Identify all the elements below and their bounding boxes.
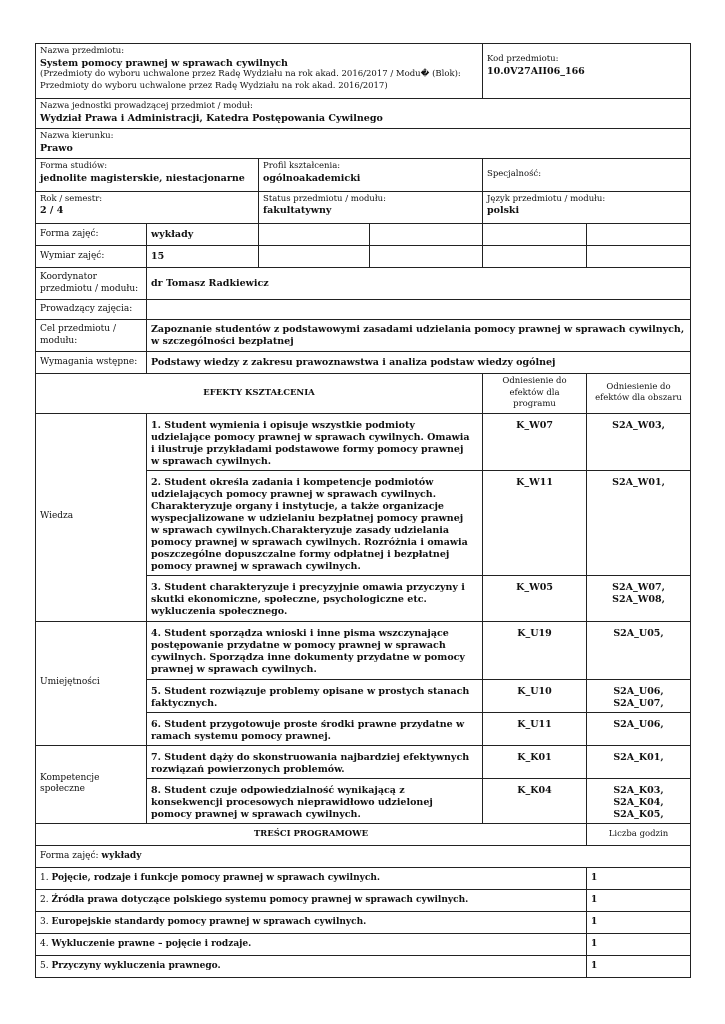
course-header-table: [35, 43, 691, 159]
classes-label: Forma zajęć:: [36, 224, 147, 246]
effects-col-area: Odniesienie do efektów dla obszaru: [587, 374, 691, 413]
effects-table: [35, 374, 691, 824]
goal-value: Zapoznanie studentów z podstawowymi zasadami udzielania pomocy prawnej w sprawach cywilnych, w szczególności bezpłatnej: [147, 320, 691, 352]
goal-label: Cel przedmiotu / modułu:: [36, 320, 147, 352]
effect-program-code: K_K01: [483, 745, 587, 778]
unit-cell: [36, 99, 691, 129]
topic-number: 3.: [40, 916, 49, 927]
year-value: 2 / 4: [40, 205, 64, 216]
effects-col-program: Odniesienie do efektów dla programu: [483, 374, 587, 413]
status-label: Status przedmiotu / modułu:: [263, 193, 386, 204]
topic-row: [36, 934, 691, 956]
effect-program-code: K_W05: [483, 575, 587, 621]
study-info-table: [35, 159, 691, 224]
effect-row: [36, 745, 691, 778]
profile-label: Profil kształcenia:: [263, 161, 341, 171]
hours-empty-3: [483, 246, 587, 268]
effect-text: 2. Student określa zadania i kompetencje podmiotów udzielających pomocy prawnej w sprawach cywilnych. Charakteryzuje organy i instytucje, a także organizacje wyspecjalizowane w udzielaniu bezpłatnej pomocy prawnej w sprawach cywilnych.Charakteryzuje zasady udzielania pomocy prawnej w sprawach cywilnych. Rozróżnia i omawia poszczególne dopuszczalne formy odpłatnej i bezpłatnej pomocy prawnej w sprawach cywilnych.: [147, 470, 483, 575]
effect-program-code: K_U11: [483, 712, 587, 745]
coord-label: Koordynator przedmiotu / modułu:: [36, 268, 147, 300]
effect-group-name: Kompetencje społeczne: [36, 745, 147, 823]
topic-cell: [36, 868, 587, 890]
effect-text: 8. Student czuje odpowiedzialność wynikającą z konsekwencji procesowych nieprawidłowo udzielonej pomocy prawnej w sprawach cywilnych.: [147, 778, 483, 823]
effect-area-code: S2A_W01,: [587, 470, 691, 575]
topic-row: [36, 890, 691, 912]
content-hours-col: Liczba godzin: [587, 824, 691, 846]
classes-empty-2: [370, 224, 483, 246]
topic-hours: 1: [587, 868, 691, 890]
effect-text: 4. Student sporządza wnioski i inne pisma wszczynające postępowanie przydatne w pomocy prawnej w sprawach cywilnych. Sporządza inne dokumenty przydatne w pomocy prawnej w sprawach cywilnych.: [147, 621, 483, 679]
classes-empty-1: [259, 224, 370, 246]
form-cell: [36, 159, 259, 191]
effect-area-code: S2A_U06,: [587, 712, 691, 745]
lang-value: polski: [487, 205, 520, 216]
topic-text: Europejskie standardy pomocy prawnej w sprawach cywilnych.: [51, 916, 367, 927]
status-cell: [259, 191, 483, 223]
coord-value: dr Tomasz Radkiewicz: [147, 268, 691, 300]
effect-program-code: K_K04: [483, 778, 587, 823]
classes-empty-3: [483, 224, 587, 246]
code-label: Kod przedmiotu:: [487, 54, 559, 64]
effect-area-code: S2A_K01,: [587, 745, 691, 778]
topic-cell: [36, 890, 587, 912]
effect-area-code: S2A_U06, S2A_U07,: [587, 679, 691, 712]
subject-cell: [36, 44, 483, 99]
spec-label: Specjalność:: [487, 169, 542, 179]
content-form-value: wykłady: [101, 850, 142, 861]
effect-area-code: S2A_K03, S2A_K04, S2A_K05,: [587, 778, 691, 823]
profile-cell: [259, 159, 483, 191]
effect-text: 1. Student wymienia i opisuje wszystkie podmioty udzielające pomocy prawnej w sprawach cywilnych. Omawia i ilustruje przykładami podstawowe formy pomocy prawnej w sprawach cywilnych.: [147, 413, 483, 470]
effect-program-code: K_U10: [483, 679, 587, 712]
effect-text: 5. Student rozwiązuje problemy opisane w prostych stanach faktycznych.: [147, 679, 483, 712]
topic-hours: 1: [587, 956, 691, 978]
effect-text: 3. Student charakteryzuje i precyzyjnie omawia przyczyny i skutki ekonomiczne, społeczne, psychologiczne etc. wykluczenia społecznego.: [147, 575, 483, 621]
lang-cell: [483, 191, 691, 223]
code-cell: [483, 44, 691, 99]
effect-row: [36, 621, 691, 679]
subject-label: Nazwa przedmiotu:: [40, 46, 125, 56]
topic-hours: 1: [587, 934, 691, 956]
effect-area-code: S2A_U05,: [587, 621, 691, 679]
topic-text: Źródła prawa dotyczące polskiego systemu pomocy prawnej w sprawach cywilnych.: [51, 894, 469, 905]
topic-text: Wykluczenie prawne – pojęcie i rodzaje.: [51, 938, 252, 949]
topic-row: [36, 868, 691, 890]
content-title: TREŚCI PROGRAMOWE: [36, 824, 587, 846]
status-value: fakultatywny: [263, 205, 332, 216]
year-label: Rok / semestr:: [40, 193, 103, 204]
topic-hours: 1: [587, 912, 691, 934]
req-label: Wymagania wstępne:: [36, 352, 147, 374]
hours-label: Wymiar zajęć:: [36, 246, 147, 268]
effect-row: [36, 413, 691, 470]
effect-text: 7. Student dąży do skonstruowania najbardziej efektywnych rozwiązań powierzonych problemów.: [147, 745, 483, 778]
hours-empty-4: [587, 246, 691, 268]
topic-row: [36, 912, 691, 934]
subject-note-2: Przedmioty do wyboru uchwalone przez Radę Wydziału na rok akad. 2016/2017): [40, 80, 388, 91]
req-value: Podstawy wiedzy z zakresu prawoznawstwa i analiza podstaw wiedzy ogólnej: [147, 352, 691, 374]
unit-label: Nazwa jednostki prowadzącej przedmiot / moduł:: [40, 101, 253, 111]
teacher-label: Prowadzący zajęcia:: [36, 300, 147, 320]
hours-empty-1: [259, 246, 370, 268]
field-value: Prawo: [40, 142, 73, 154]
classes-value: wykłady: [147, 224, 259, 246]
spec-cell: [483, 159, 691, 191]
topic-number: 1.: [40, 872, 49, 883]
topic-number: 4.: [40, 938, 49, 949]
profile-value: ogólnoakademicki: [263, 172, 361, 184]
code-value: 10.0V27AII06_166: [487, 65, 585, 77]
content-table: [35, 824, 691, 979]
topic-number: 2.: [40, 894, 49, 905]
unit-value: Wydział Prawa i Administracji, Katedra Postępowania Cywilnego: [40, 112, 383, 124]
topic-cell: [36, 912, 587, 934]
topic-hours: 1: [587, 890, 691, 912]
topic-cell: [36, 934, 587, 956]
year-cell: [36, 191, 259, 223]
subject-name: System pomocy prawnej w sprawach cywilnych: [40, 57, 288, 69]
teacher-value: [147, 300, 691, 320]
effects-title: EFEKTY KSZTAŁCENIA: [36, 374, 483, 413]
classes-table: [35, 224, 691, 375]
course-syllabus: [35, 43, 690, 978]
topic-row: [36, 956, 691, 978]
effect-area-code: S2A_W07, S2A_W08,: [587, 575, 691, 621]
effect-program-code: K_U19: [483, 621, 587, 679]
subject-note-1: (Przedmioty do wyboru uchwalone przez Radę Wydziału na rok akad. 2016/2017 / Modu� (Blok):: [40, 69, 461, 79]
effect-area-code: S2A_W03,: [587, 413, 691, 470]
lang-label: Język przedmiotu / modułu:: [487, 193, 606, 204]
effect-text: 6. Student przygotowuje proste środki prawne przydatne w ramach systemu pomocy prawnej.: [147, 712, 483, 745]
classes-empty-4: [587, 224, 691, 246]
form-value: jednolite magisterskie, niestacjonarne: [40, 172, 245, 184]
topic-cell: [36, 956, 587, 978]
topic-text: Przyczyny wykluczenia prawnego.: [51, 960, 221, 971]
effect-program-code: K_W07: [483, 413, 587, 470]
field-label: Nazwa kierunku:: [40, 131, 114, 141]
hours-empty-2: [370, 246, 483, 268]
effect-group-name: Umiejętności: [36, 621, 147, 745]
topic-text: Pojęcie, rodzaje i funkcje pomocy prawnej w sprawach cywilnych.: [51, 872, 381, 883]
content-form-row: [36, 846, 691, 868]
effect-program-code: K_W11: [483, 470, 587, 575]
topic-number: 5.: [40, 960, 49, 971]
hours-value: 15: [147, 246, 259, 268]
content-form-prefix: Forma zajęć:: [40, 850, 102, 861]
form-label: Forma studiów:: [40, 161, 108, 171]
effect-group-name: Wiedza: [36, 413, 147, 621]
field-cell: [36, 129, 691, 159]
